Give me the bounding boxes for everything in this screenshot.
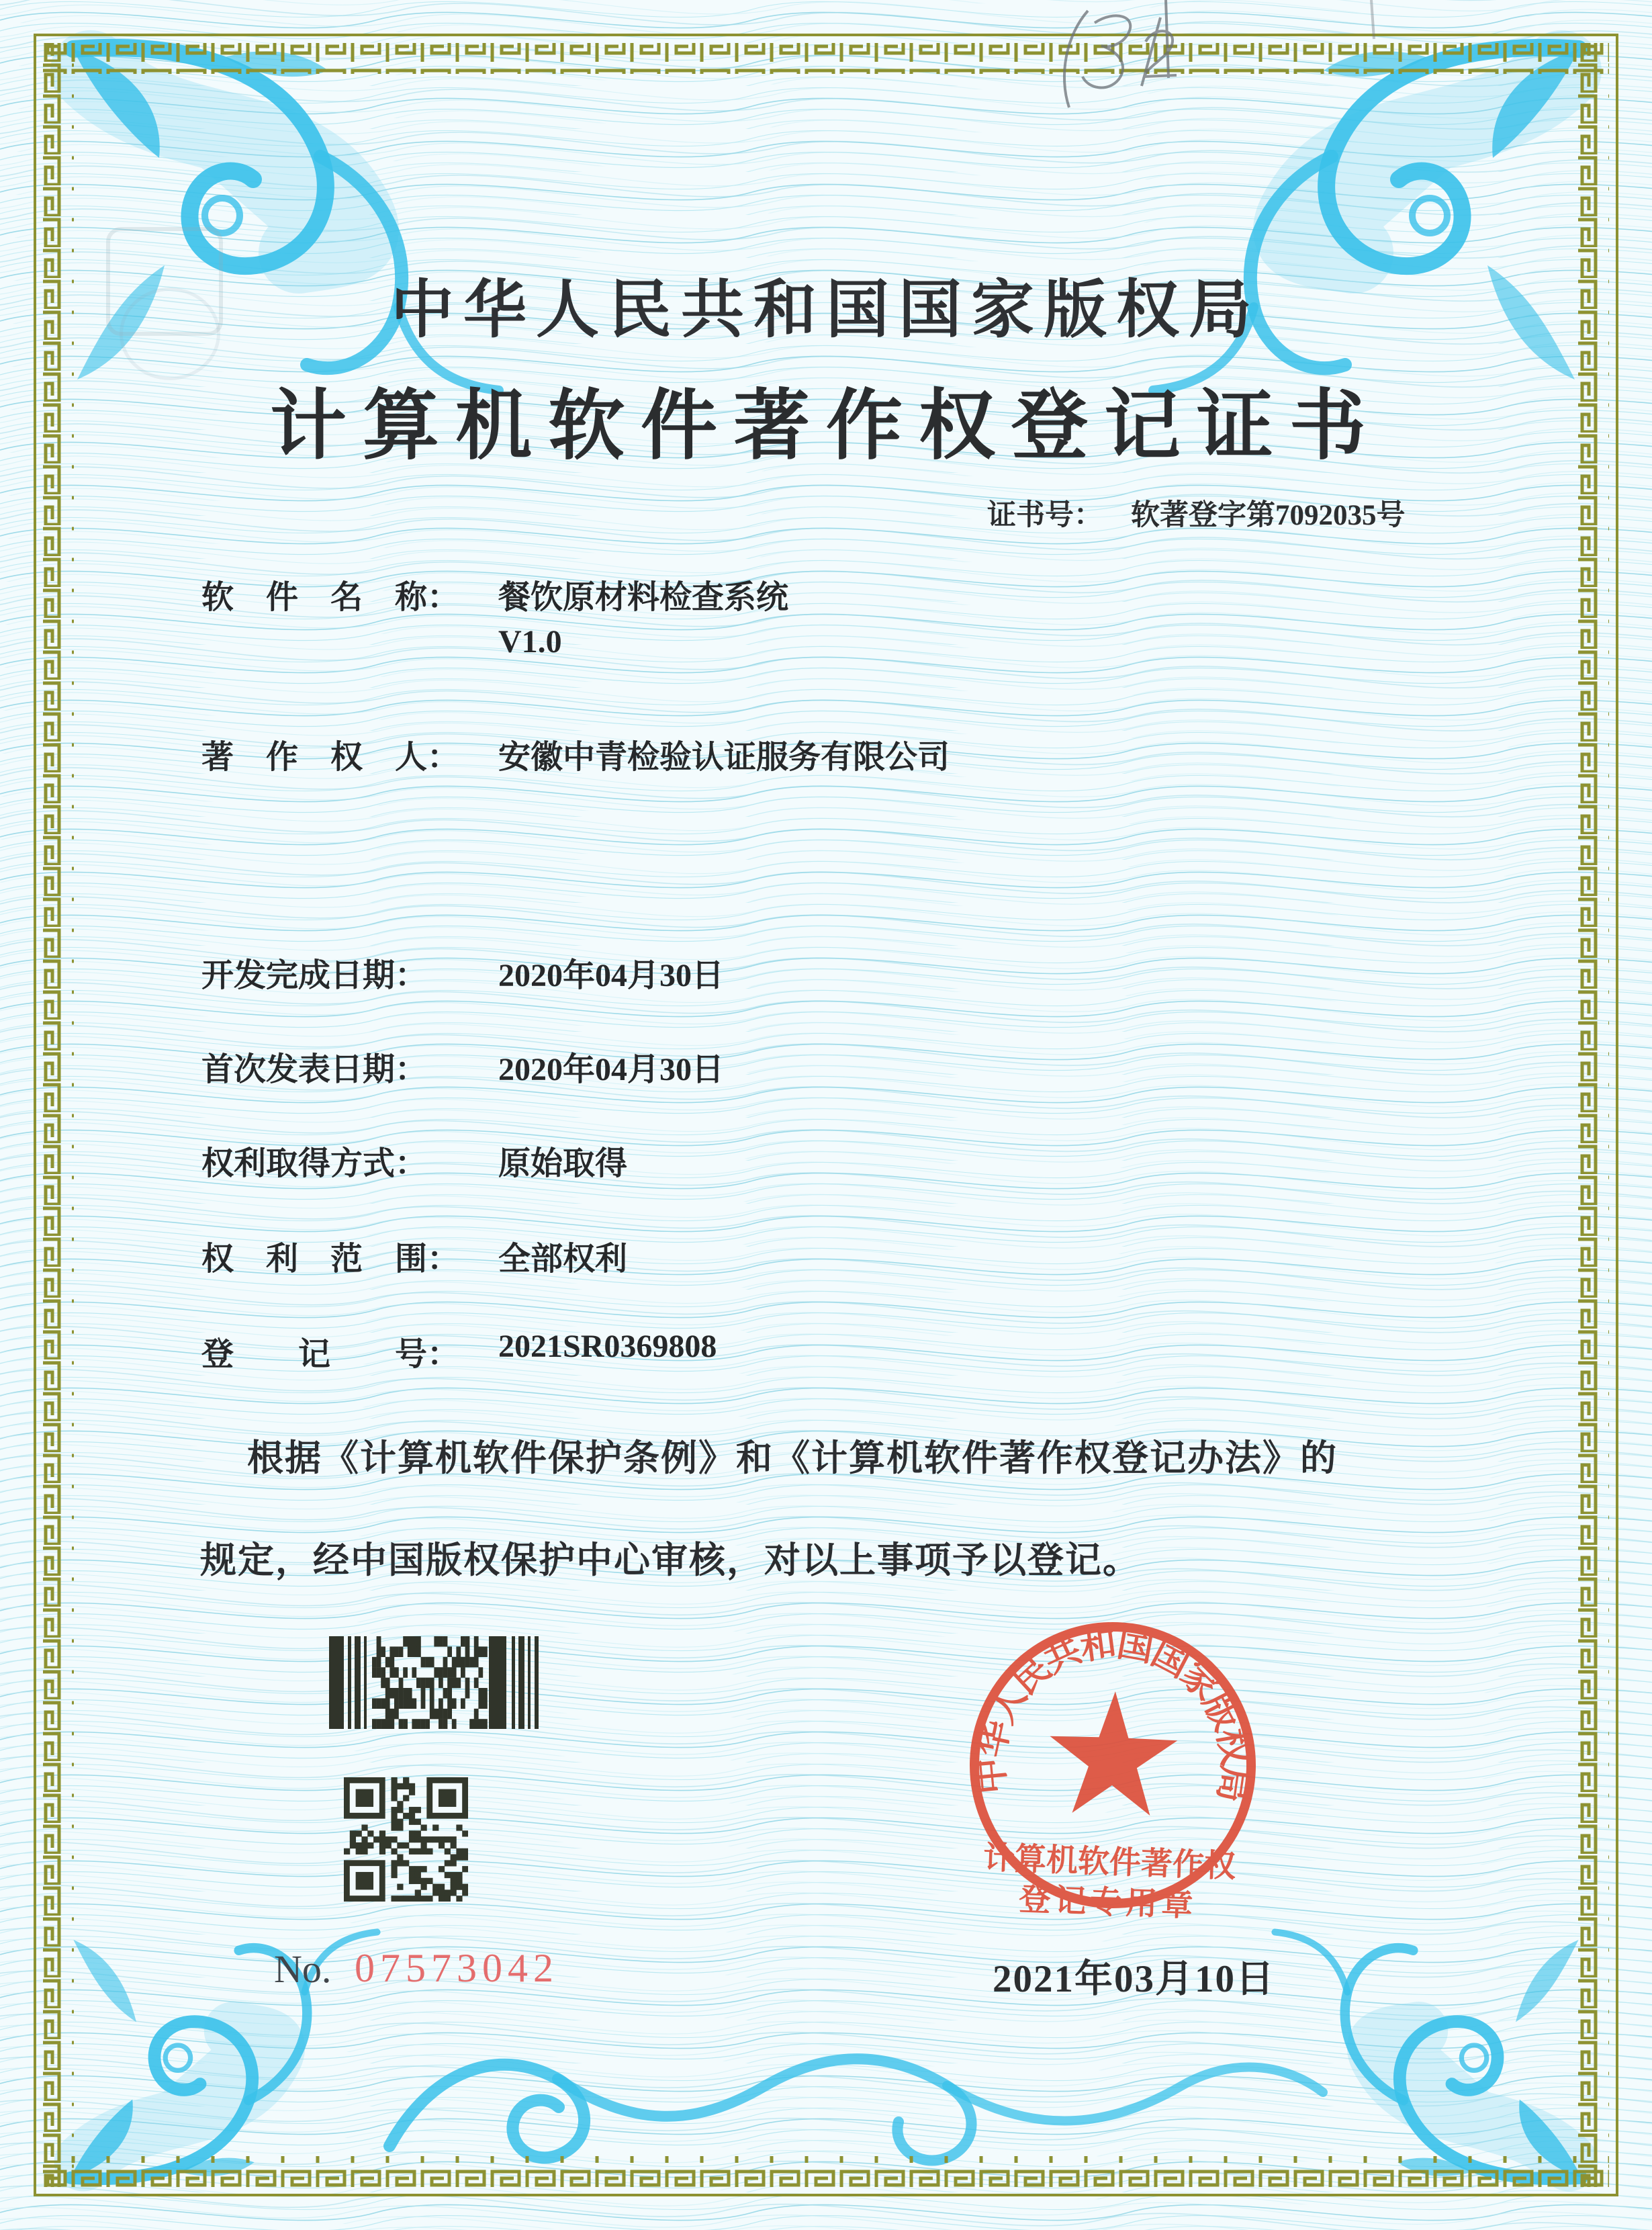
field-value: 2020年04月30日: [498, 958, 725, 993]
serial-prefix: No.: [274, 1947, 332, 1991]
field-label: 权利取得方式：: [201, 1146, 428, 1181]
field-value: 餐饮原材料检查系统: [498, 580, 789, 615]
field-label: 开发完成日期：: [201, 958, 428, 993]
statement-line-2: 规定，经中国版权保护中心审核，对以上事项予以登记。: [200, 1540, 1140, 1580]
field-value: 原始取得: [498, 1146, 628, 1181]
issue-date: 2021年03月10日: [993, 1958, 1275, 2000]
field-label: 登 记 号：: [201, 1337, 460, 1372]
seal-inner-line2: 登记专用章: [1018, 1882, 1198, 1924]
seal-star: [1048, 1689, 1179, 1817]
field-label: 权 利 范 围：: [201, 1241, 460, 1277]
seal-ring-text: 中华人民共和国国家版权局: [970, 1623, 1256, 1803]
field-label: 著 作 权 人：: [201, 740, 460, 775]
field-value: 安徽中青检验认证服务有限公司: [498, 740, 950, 775]
serial-number: 07573042: [355, 1946, 559, 1990]
certificate-number-value: 软著登字第7092035号: [1131, 500, 1406, 531]
field-value: 全部权利: [498, 1241, 628, 1277]
certificate-number-label: 证书号：: [987, 500, 1103, 531]
authority-title: 中华人民共和国国家版权局: [390, 275, 1261, 345]
certificate-title: 计算机软件著作权登记证书: [269, 384, 1382, 469]
field-value: 2020年04月30日: [498, 1052, 725, 1087]
field-label: 首次发表日期：: [201, 1052, 428, 1087]
field-software-version: V1.0: [498, 624, 562, 660]
seal-inner-line1: 计算机软件著作权: [982, 1840, 1236, 1885]
statement-line-1: 根据《计算机软件保护条例》和《计算机软件著作权登记办法》的: [247, 1438, 1338, 1478]
field-label: 软 件 名 称：: [201, 580, 460, 615]
field-value: 2021SR0369808: [498, 1329, 717, 1364]
